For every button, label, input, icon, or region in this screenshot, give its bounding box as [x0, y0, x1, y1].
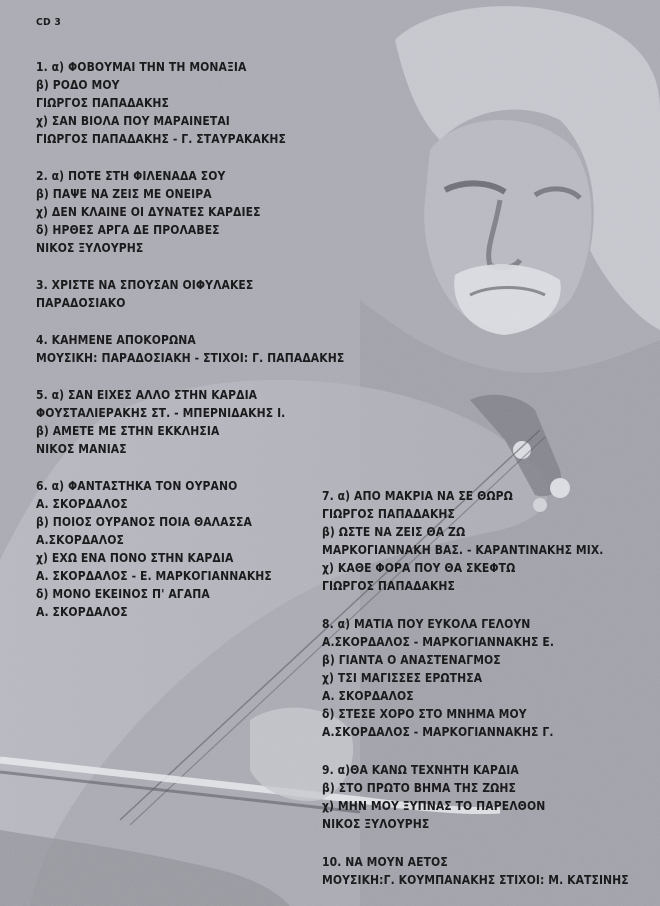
track-title: 4. ΚΑΗΜΕΝΕ ΑΠΟΚΟΡΩΝΑ [36, 333, 196, 347]
track-line: Α. ΣΚΟΡΔΑΛΟΣ [36, 605, 128, 619]
track-line: ΝΙΚΟΣ ΞΥΛΟΥΡΗΣ [36, 241, 144, 255]
track-line: Α.ΣΚΟΡΔΑΛΟΣ [36, 533, 124, 547]
track-line: δ) ΜΟΝΟ ΕΚΕΙΝΟΣ Π' ΑΓΑΠΑ [36, 587, 210, 601]
track-line: β) ΩΣΤΕ ΝΑ ΖΕΙΣ ΘΑ ΖΩ [322, 525, 466, 539]
tracklist-right-column [322, 487, 660, 906]
track-entry [36, 276, 379, 312]
track-entry [36, 167, 379, 257]
track-title: 3. ΧΡΙΣΤΕ ΝΑ ΣΠΟΥΣΑΝ ΟΙΦΥΛΑΚΕΣ [36, 278, 254, 292]
track-line: Α. ΣΚΟΡΔΑΛΟΣ - Ε. ΜΑΡΚΟΓΙΑΝΝΑΚΗΣ [36, 569, 272, 583]
track-line: χ) ΤΣΙ ΜΑΓΙΣΣΕΣ ΕΡΩΤΗΣΑ [322, 671, 483, 685]
track-line: ΓΙΩΡΓΟΣ ΠΑΠΑΔΑΚΗΣ [36, 96, 170, 110]
track-line: ΜΟΥΣΙΚΗ:Γ. ΚΟΥΜΠΑΝΑΚΗΣ ΣΤΙΧΟΙ: Μ. ΚΑΤΣΙΝΗΣ [322, 873, 629, 887]
track-line: ΓΙΩΡΓΟΣ ΠΑΠΑΔΑΚΗΣ [322, 579, 456, 593]
track-line: χ) ΔΕΝ ΚΛΑΙΝΕ ΟΙ ΔΥΝΑΤΕΣ ΚΑΡΔΙΕΣ [36, 205, 261, 219]
track-line: χ) ΜΗΝ ΜΟΥ ΞΥΠΝΑΣ ΤΟ ΠΑΡΕΛΘΟΝ [322, 799, 546, 813]
track-line: β) ΡΟΔΟ ΜΟΥ [36, 78, 120, 92]
track-line: β) ΓΙΑΝΤΑ Ο ΑΝΑΣΤΕΝΑΓΜΟΣ [322, 653, 501, 667]
track-entry [322, 487, 660, 595]
track-line: χ) ΣΑΝ ΒΙΟΛΑ ΠΟΥ ΜΑΡΑΙΝΕΤΑΙ [36, 114, 230, 128]
track-line: ΜΑΡΚΟΓΙΑΝΝΑΚΗ ΒΑΣ. - ΚΑΡΑΝΤΙΝΑΚΗΣ ΜΙΧ. [322, 543, 604, 557]
track-line: Α. ΣΚΟΡΔΑΛΟΣ [36, 497, 128, 511]
track-line: ΠΑΡΑΔΟΣΙΑΚΟ [36, 296, 126, 310]
track-title: 8. α) ΜΑΤΙΑ ΠΟΥ ΕΥΚΟΛΑ ΓΕΛΟΥΝ [322, 617, 531, 631]
track-line: ΓΙΩΡΓΟΣ ΠΑΠΑΔΑΚΗΣ [322, 507, 456, 521]
track-line: β) ΣΤΟ ΠΡΩΤΟ ΒΗΜΑ ΤΗΣ ΖΩΗΣ [322, 781, 517, 795]
track-title: 10. ΝΑ ΜΟΥΝ ΑΕΤΟΣ [322, 855, 448, 869]
track-line: Α.ΣΚΟΡΔΑΛΟΣ - ΜΑΡΚΟΓΙΑΝΝΑΚΗΣ Ε. [322, 635, 555, 649]
track-line: ΝΙΚΟΣ ΞΥΛΟΥΡΗΣ [322, 817, 430, 831]
track-line: ΦΟΥΣΤΑΛΙΕΡΑΚΗΣ ΣΤ. - ΜΠΕΡΝΙΔΑΚΗΣ Ι. [36, 406, 286, 420]
track-line: χ) ΚΑΘΕ ΦΟΡΑ ΠΟΥ ΘΑ ΣΚΕΦΤΩ [322, 561, 516, 575]
track-title: 1. α) ΦΟΒΟΥΜΑΙ ΤΗΝ ΤΗ ΜΟΝΑΞΙΑ [36, 60, 247, 74]
track-line: β) ΠΟΙΟΣ ΟΥΡΑΝΟΣ ΠΟΙΑ ΘΑΛΑΣΣΑ [36, 515, 252, 529]
disc-number: CD 3 [36, 17, 62, 28]
track-title: 2. α) ΠΟΤΕ ΣΤΗ ΦΙΛΕΝΑΔΑ ΣΟΥ [36, 169, 226, 183]
track-entry [322, 853, 660, 889]
track-line: δ) ΗΡΘΕΣ ΑΡΓΑ ΔΕ ΠΡΟΛΑΒΕΣ [36, 223, 220, 237]
track-title: 5. α) ΣΑΝ ΕΙΧΕΣ ΑΛΛΟ ΣΤΗΝ ΚΑΡΔΙΑ [36, 388, 258, 402]
track-line: ΓΙΩΡΓΟΣ ΠΑΠΑΔΑΚΗΣ - Γ. ΣΤΑΥΡΑΚΑΚΗΣ [36, 132, 287, 146]
track-entry [322, 761, 660, 833]
track-entry [322, 615, 660, 741]
track-entry [36, 386, 379, 458]
track-line: ΝΙΚΟΣ ΜΑΝΙΑΣ [36, 442, 127, 456]
track-line: β) ΑΜΕΤΕ ΜΕ ΣΤΗΝ ΕΚΚΛΗΣΙΑ [36, 424, 220, 438]
track-line: Α.ΣΚΟΡΔΑΛΟΣ - ΜΑΡΚΟΓΙΑΝΝΑΚΗΣ Γ. [322, 725, 554, 739]
track-title: 9. α)ΘΑ ΚΑΝΩ ΤΕΧΝΗΤΗ ΚΑΡΔΙΑ [322, 763, 519, 777]
track-line: χ) ΕΧΩ ΕΝΑ ΠΟΝΟ ΣΤΗΝ ΚΑΡΔΙΑ [36, 551, 234, 565]
track-title: 7. α) ΑΠΟ ΜΑΚΡΙΑ ΝΑ ΣΕ ΘΩΡΩ [322, 489, 513, 503]
track-line: Α. ΣΚΟΡΔΑΛΟΣ [322, 689, 414, 703]
track-title: 6. α) ΦΑΝΤΑΣΤΗΚΑ ΤΟΝ ΟΥΡΑΝΟ [36, 479, 238, 493]
track-line: δ) ΣΤΕΣΕ ΧΟΡΟ ΣΤΟ ΜΝΗΜΑ ΜΟΥ [322, 707, 527, 721]
track-entry [36, 331, 379, 367]
track-line: ΜΟΥΣΙΚΗ: ΠΑΡΑΔΟΣΙΑΚΗ - ΣΤΙΧΟΙ: Γ. ΠΑΠΑΔΑΚΗΣ [36, 351, 345, 365]
track-entry [36, 58, 379, 148]
track-line: β) ΠΑΨΕ ΝΑ ΖΕΙΣ ΜΕ ΟΝΕΙΡΑ [36, 187, 212, 201]
